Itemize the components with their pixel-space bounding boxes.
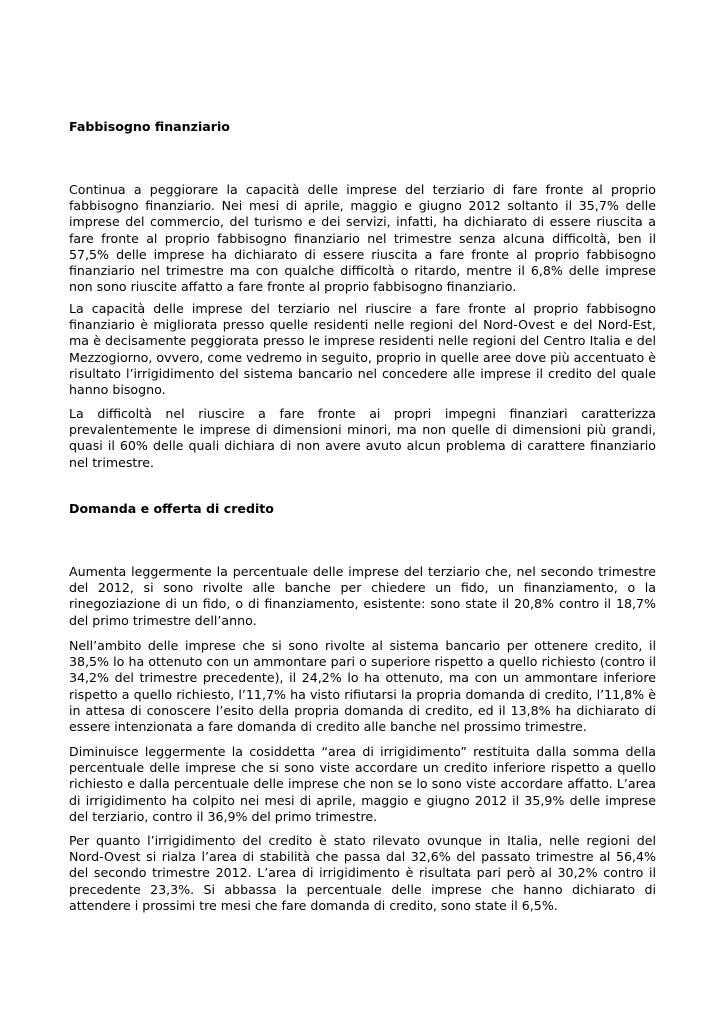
paragraph: Aumenta leggermente la percentuale delle imprese del terziario che, nel secondo trimestre del 2012, si sono rivolte alle banche per chiedere un fido, un finanziamento, o la rinegoziazione di un fido, o di finanziamento, esistente: sono state il 20,8% contro il 18,7% del primo trimestre dell’anno. bbox=[69, 564, 656, 628]
paragraph: La difficoltà nel riuscire a fare fronte ai propri impegni finanziari caratterizza prevalentemente le imprese di dimensioni minori, ma non quelle di dimensioni più grandi, quasi il 60% delle quali dichiara di non avere avuto alcun problema di carattere finanziario nel trimestre. bbox=[69, 406, 656, 470]
section-heading-credito: Domanda e offerta di credito bbox=[69, 501, 274, 516]
paragraph: La capacità delle imprese del terziario nel riuscire a fare fronte al proprio fabbisogno finanziario è migliorata presso quelle residenti nelle regioni del Nord-Ovest e del Nord-Est, ma è decisamente peggiorata presso le imprese residenti nelle regioni del Centro Italia e del Mezzogiorno, ovvero, come vedremo in seguito, proprio in quelle aree dove più accentuato è risultato l’irrigidimento del sistema bancario nel concedere alle imprese il credito del quale hanno bisogno. bbox=[69, 301, 656, 398]
paragraph: Diminuisce leggermente la cosiddetta “area di irrigidimento” restituita dalla somma della percentuale delle imprese che si sono viste accordare un credito inferiore rispetto a quello richiesto e dalla percentuale delle imprese che non se lo sono viste accordare affatto. L’area di irrigidimento ha colpito nei mesi di aprile, maggio e giugno 2012 il 35,9% delle imprese del terziario, contro il 36,9% del primo trimestre. bbox=[69, 744, 656, 824]
paragraph: Continua a peggiorare la capacità delle imprese del terziario di fare fronte al proprio fabbisogno finanziario. Nei mesi di aprile, maggio e giugno 2012 soltanto il 35,7% delle imprese del commercio, del turismo e dei servizi, infatti, ha dichiarato di essere riuscita a fare fronte al proprio fabbisogno finanziario nel trimestre senza alcuna difficoltà, ben il 57,5% delle imprese ha dichiarato di essere riuscita a fare fronte al proprio fabbisogno finanziario nel trimestre ma con qualche difficoltà o ritardo, mentre il 6,8% delle imprese non sono riuscite affatto a fare fronte al proprio fabbisogno finanziario. bbox=[69, 182, 656, 295]
section-heading-fabbisogno: Fabbisogno finanziario bbox=[69, 119, 230, 134]
paragraph: Per quanto l’irrigidimento del credito è stato rilevato ovunque in Italia, nelle regioni del Nord-Ovest si rialza l’area di stabilità che passa dal 32,6% del passato trimestre al 56,4% del secondo trimestre 2012. L’area di irrigidimento è risultata pari però al 30,2% contro il precedente 23,3%. Si abbassa la percentuale delle imprese che hanno dichiarato di attendere i prossimi tre mesi che fare domanda di credito, sono state il 6,5%. bbox=[69, 833, 656, 913]
paragraph: Nell’ambito delle imprese che si sono rivolte al sistema bancario per ottenere credito, il 38,5% lo ha ottenuto con un ammontare pari o superiore rispetto a quello richiesto (contro il 34,2% del trimestre precedente), il 24,2% lo ha ottenuto, ma con un ammontare inferiore rispetto a quello richiesto, l’11,7% ha visto rifiutarsi la propria domanda di credito, l’11,8% è in attesa di conoscere l’esito della propria domanda di credito, ed il 13,8% ha dichiarato di essere intenzionata a fare domanda di credito alle banche nel prossimo trimestre. bbox=[69, 638, 656, 735]
